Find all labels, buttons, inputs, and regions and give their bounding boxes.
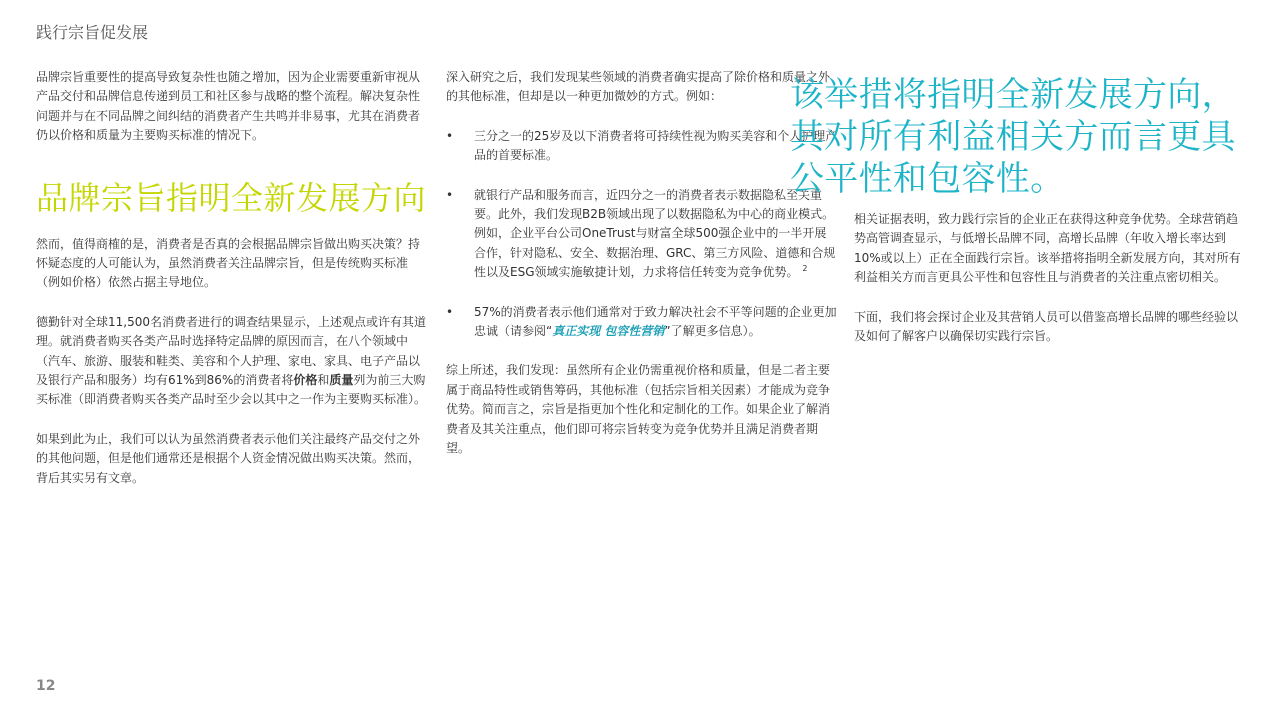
body-paragraph: 然而，值得商榷的是，消费者是否真的会根据品牌宗旨做出购买决策？持怀疑态度的人可能认为，虽然消费者关注品牌宗旨，但是传统购买标准（例如价格）依然占据主导地位。 <box>36 236 421 290</box>
bullet-item <box>446 186 838 283</box>
bullet-text-end: ”了解更多信息）。 <box>664 324 761 339</box>
survey-text-end: 列为前三大购买标准（即消费者购买各类产品时至少会以其中之一作为主要购买标准）。 <box>36 373 427 407</box>
body-paragraph: 如果到此为止，我们可以认为虽然消费者表示他们关注最终产品交付之外的其他问题，但是他们通常还是根据个人资金情况做出购买决策。然而，背后其实另有文章。 <box>36 431 421 485</box>
closing-paragraph: 下面，我们将会探讨企业及其营销人员可以借鉴高增长品牌的哪些经验以及如何了解客户以确保切实践行宗旨。 <box>854 309 1239 344</box>
bullet-text: 三分之一的25岁及以下消费者将可持续性视为购买美容和个人护理产品的首要标准。 <box>474 128 838 163</box>
survey-text: 德勤针对全球11,500名消费者进行的调查结果显示，上述观点或许有其道理。就消费者购买各类产品时选择特定品牌的原因而言，在八个领域中（汽车、旅游、服装和鞋类、美容和个人护理、家电、家具、电子产品以及银行产品和服务）均有61%到86%的消费者将 <box>36 314 426 388</box>
bullet-icon: • <box>446 128 454 143</box>
bullet-item <box>446 303 838 342</box>
column-left <box>36 68 428 488</box>
page-number: 12 <box>36 678 56 694</box>
bullet-text: 57%的消费者表示他们通常对于致力解决社会不平等问题的企业更加忠诚（请参阅“ <box>474 304 837 339</box>
bullet-icon: • <box>446 187 454 202</box>
evidence-paragraph: 相关证据表明，致力践行宗旨的企业正在获得这种竞争优势。全球营销趋势高管调查显示，与低增长品牌不同，高增长品牌（年收入增长率达到10%或以上）正在全面践行宗旨。该举措将指明全新发展方向，其对所有利益相关方而言更具公平性和包容性且与消费者的关注重点密切相关。 <box>854 212 1241 285</box>
bullet-text: 就银行产品和服务而言，近四分之一的消费者表示数据隐私至关重要。此外，我们发现B2B领域出现了以数据隐私为中心的商业模式。例如，企业平台公司OneTrust与财富全球500强企业中的一半开展合作，针对隐私、安全、数据治理、GRC、第三方风险、道德和合规性以及ESG领域实施敏捷计划，力求将信任转变为竞争优势。 <box>474 187 836 280</box>
footnote-ref[interactable]: 2 <box>802 264 808 274</box>
pull-quote: 该举措将指明全新发展方向，其对所有利益相关方而言更具公平性和包容性。 <box>790 75 1236 199</box>
bold-quality: 质量 <box>329 373 354 388</box>
bullet-item <box>446 127 838 166</box>
section-heading: 品牌宗旨指明全新发展方向 <box>36 178 427 217</box>
column-right <box>854 210 1244 346</box>
survey-and: 和 <box>317 373 330 388</box>
section-header: 践行宗旨促发展 <box>36 23 149 42</box>
summary-paragraph: 综上所述，我们发现：虽然所有企业仍需重视价格和质量，但是二者主要属于商品特性或销售筹码，其他标准（包括宗旨相关因素）才能成为竞争优势。简而言之，宗旨是指更加个性化和定制化的工作。如果企业了解消费者及其关注重点，他们即可将宗旨转变为竞争优势并且满足消费者期望。 <box>446 363 831 456</box>
inclusive-marketing-link[interactable]: 真正实现 包容性营销 <box>552 324 665 339</box>
column-middle <box>446 68 838 459</box>
survey-paragraph <box>36 313 428 410</box>
intro-paragraph: 深入研究之后，我们发现某些领域的消费者确实提高了除价格和质量之外的其他标准，但却是以一种更加微妙的方式。例如： <box>446 70 831 104</box>
bold-price: 价格 <box>293 373 318 388</box>
bullet-icon: • <box>446 304 454 319</box>
intro-paragraph: 品牌宗旨重要性的提高导致复杂性也随之增加，因为企业需要重新审视从产品交付和品牌信息传递到员工和社区参与战略的整个流程。解决复杂性问题并与在不同品牌之间纠结的消费者产生共鸣并非易事，尤其在消费者仍以价格和质量为主要购买标准的情况下。 <box>36 70 421 143</box>
